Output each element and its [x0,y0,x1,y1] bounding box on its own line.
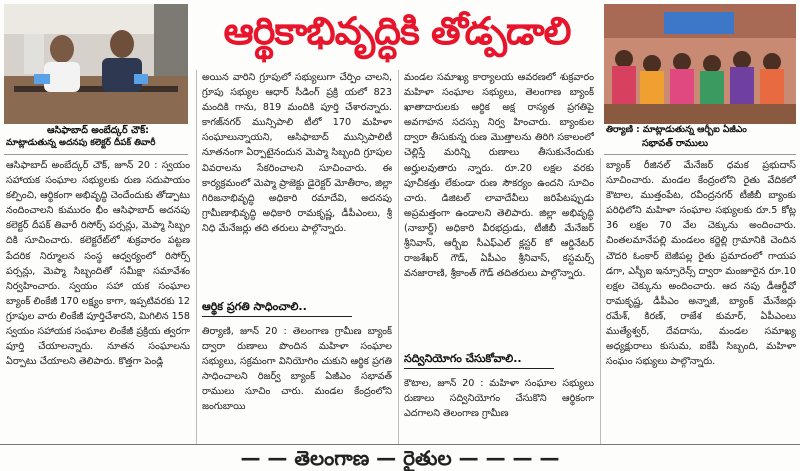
column-divider [398,70,399,444]
subheading-underline [202,316,352,317]
column-divider [600,158,601,444]
divider-right-caption [604,154,796,155]
photo-left-caption [6,124,190,150]
column-4-text: బ్యాంక్ రీజినల్ మేనేజర్ ధమక ప్రభుదాస్ సూచించారు. మండల కేంద్రంలోని రైతు వేదికలో కౌటాల, ముత్తంపేట, రవీంద్రనగర్ టీజీబీ బ్యాంకు పరిధిలోని మహిళా సంఘాల సభ్యులకు రూ.5 కోట్ల 36 లక్షల 70 వేల చెక్కును అందించారు. చింతలమానేపల్లి మండలం కర్జెల్లి గ్రామానికి చెందిన చౌదరి ఓంకార్ బెజీపల్ల రైతు ప్రమాదంలో గాయప డగా, ఎస్బీఐ ఇన్సూరెన్స్ ద్వారా మంజూరైన రూ.10 లక్షల చెక్కును అందించారు. ఆద నపు డీఆర్డీవో రామకృష్ణ, డీపీఎం అన్నాజీ, బ్యాంక్ మేనేజర్లు రమేశ్, కిరణ్, రాజేశ కుమార్, ఏపీఎంలు ముత్యేశ్వర్, దేవదాసు, మండల సమాఖ్య అధ్యక్షురాలు కుసుమ, ఐకేపీ సిబ్బంది, మహిళా సంఘం సభ్యులు పాల్గొన్నారు. [606,160,796,368]
photo-right [604,4,796,124]
article-column-2-bottom [202,324,392,442]
gathering-photo-image [604,4,796,124]
divider-left-caption [4,154,188,155]
article-column-1 [6,158,190,442]
next-headline-cutoff: — — తెలంగాణ — రైతుల — — — — [240,446,560,470]
article-column-3-bottom [404,376,594,442]
subheading-arthika-pragathi: ఆర్థిక ప్రగతి సాధించాలి.. [202,300,307,313]
article-column-2-top [202,70,392,294]
headline: ఆర్థికాభివృద్ధికి తోడ్పడాలి [223,9,571,53]
column-3-bottom-text: కౌటాల, జూన్ 20 : మహిళా సంఘాల సభ్యులు రుణాలు సద్వినియోగం చేసుకొని ఆర్థికంగా ఎదగాలని తెలంగాణ గ్రామీణ [404,378,594,420]
meeting-photo-image [4,4,188,124]
photo-left [4,4,188,124]
caption-line-1: తిర్యాణి : మాట్లాడుతున్న ఆర్బీఐ ఏజీఎం [606,125,747,135]
photo-right-caption [606,124,798,150]
caption-line-2: సభావత్ రాములు [642,138,708,149]
bottom-divider [0,444,800,445]
subheading-underline [404,368,554,369]
column-2-top-text: అయిన వారిని గ్రూపులో సభ్యులుగా చేర్పిం చాలని, గ్రూపు సభ్యుల ఆధార్ సీడింగ్ ప్రక్రి యలో 823 మందికి గాను, 819 మందికి పూర్తి చేశారన్నారు. కాగజ్‌నగర్ మున్సిపాలి టీలో 170 మహిళా సంఘాలున్నాయని, ఆసిఫాబాద్ మున్సిపాలిటీ నూతనంగా ఏర్పాటైనందున మెప్మా సిబ్బంది గ్రూపుల వివరాలను సేకరించాలని సూచించారు. ఈ కార్యక్రమంలో మెప్మా ప్రాజెక్టు డైరెక్టర్ మోతీరాం, జిల్లా గిరిజనాభివృద్ధి అధికారి రమాదేవి, అదనపు గ్రామీణాభివృద్ధి అధికారి రామకృష్ణ, డీపీఎంలు, శ్రీ నిధి మేనేజర్లు తది తరులు పాల్గొన్నారు. [202,72,392,234]
caption-line-2: మాట్లాడుతున్న అదనపు కలెక్టర్ దీపక్ తివారీ [6,138,156,148]
subheading-sadviniyogam: సద్వినియోగం చేసుకోవాలి.. [404,352,522,365]
column-3-top-text: మండల సమాఖ్య కార్యాలయ ఆవరణలో శుక్రవారం మహిళా సంఘాల సభ్యులు, తెలంగాణ బ్యాంక్ ఖాతాదారులకు ఆర్థిక అక్ష రాస్యత ప్రగతిపై అవగాహన సదస్సు నిర్వ హించారు. బ్యాంకుల ద్వారా తీసుకున్న రుణ మొత్తాలను తిరిగి సకాలంలో చెల్లిస్తే మరిన్ని రుణాలు తీసుకునేందుకు అర్హులవుతారు న్నారు. రూ.20 లక్షల వరకు పూచీకత్తు లేకుండా రుణ సౌకర్యం ఉందని సూచిం చారు. డిజిటల్ లావాదేవీలు జరిపేటప్పుడు అప్రమత్తంగా ఉండాలని తెలిపారు. జిల్లా అభివృద్ధి (నాబార్డ్) అధికారి వీరభద్రుడు, టీజీబీ మేనేజర్ శ్రీనివాస్, ఆర్బీఐ సీఎఫ్ఎల్ క్లస్టర్ కో ఆర్డినేటర్ రాజశేఖర్ గౌడ్, ఏపీఎం శ్రీనివాస్, కస్టమర్స్ వనజారాణి, శ్రీకాంత్ గౌడ్ తదితరులు పాల్గొన్నారు. [404,72,594,280]
caption-line-1: ఆసిఫాబాద్ అంబేద్కర్ చౌక్: [47,125,149,136]
column-2-bottom-text: తిర్యాణి, జూన్ 20 : తెలంగాణ గ్రామీణ బ్యాంక్ ద్వారా రుణాలు పొందిన మహిళా సంఘాల సభ్యులు, సక్రమంగా వినియోగిం చుకుని ఆర్థిక ప్రగతి సాధించాలని రిజర్వ్ బ్యాంక్ ఏజీఎం సభావత్ రాములు సూచిం చారు. మండల కేంద్రంలోని జంగుబాయి [202,326,392,413]
article-column-4 [606,158,796,442]
column-1-text: ఆసిఫాబాద్ అంబేద్కర్ చౌక్, జూన్ 20 : స్వయం సహాయక సంఘాల సభ్యులకు రుణ సదుపాయం కల్పించి, ఆర్థికంగా అభివృద్ధి చెందేందుకు తోడ్పాటు నందించాలని కుమురం భీం ఆసిఫాబాద్ అదనపు కలెక్టర్ దీపక్ తివారీ రిసోర్స్ పర్సన్లు, మెప్మా సిబ్బం దికి సూచించారు. కలెక్టరేట్‌లో శుక్రవారం పట్టణ పేదరిక నిర్మూలన సంస్థ ఆధ్వర్యంలో రిసోర్స్ పర్సన్లు, మెప్మా సిబ్బందితో సమీక్షా సమావేశం నిర్వహించారు. స్వయం సహా యక సంఘాల బ్యాంక్ లింకేజీ 170 లక్ష్యం కాగా, ఇప్పటివరకు 12 గ్రూపుల వారు లింకేజీ పూర్తిచేశారని, మిగిలిన 158 స్వయం సహాయక సంఘాల లింకేజీ ప్రక్రియ త్వరగా పూర్తి చేయాలన్నారు. నూతన సంఘాలను ఏర్పాటు చేయాలని తెలిపారు. కొత్తగా పెండ్లి [6,160,190,368]
article-column-3-top [404,70,594,342]
column-divider [196,70,197,444]
